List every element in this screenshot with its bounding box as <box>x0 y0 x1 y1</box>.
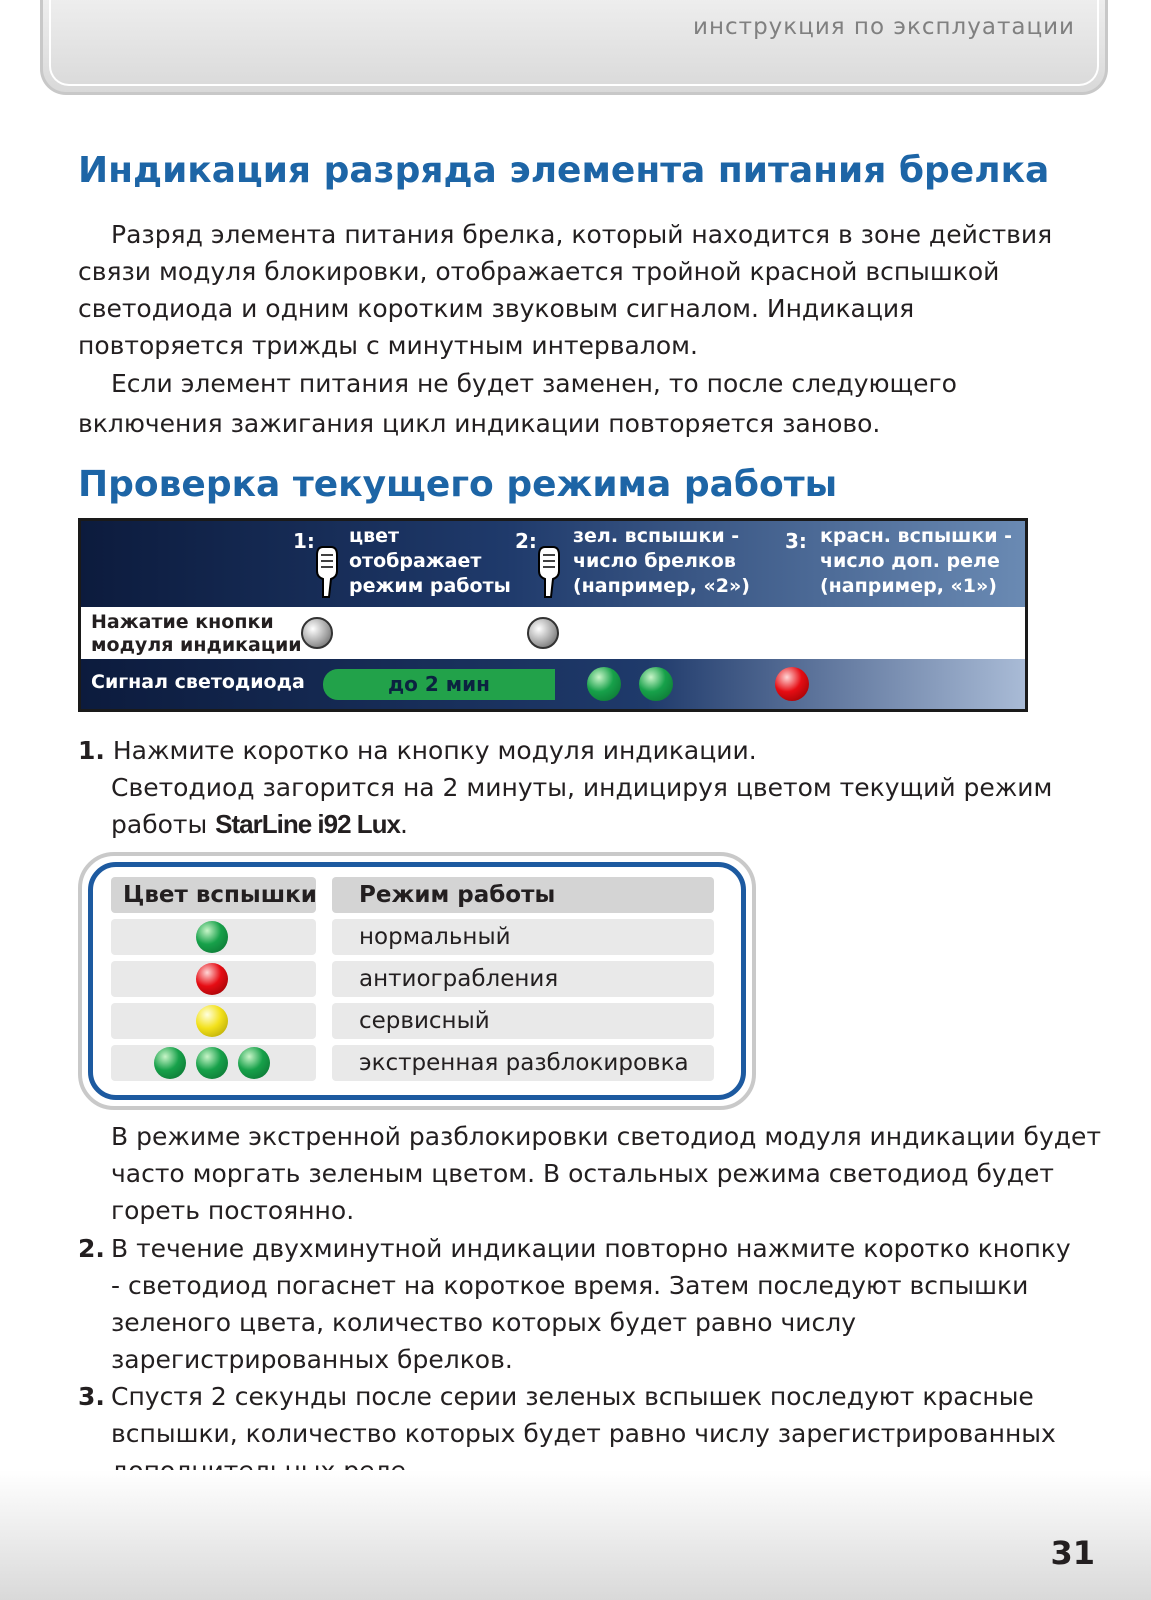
step3-line3: (например, «1») <box>820 575 997 597</box>
step-1-number: 1. <box>78 736 105 765</box>
step1-line3: режим работы <box>349 575 511 597</box>
mode-table-col2-header: Режим работы <box>359 882 556 908</box>
step2-line2: число брелков <box>573 550 736 572</box>
mode-table-col1-header: Цвет вспышки <box>123 882 317 908</box>
step-3-number: 3. <box>78 1382 105 1411</box>
section-title-mode-check: Проверка текущего режима работы <box>78 464 838 505</box>
step2-line3: (например, «2») <box>573 575 750 597</box>
emergency-unlock-note: В режиме экстренной разблокировки светодиод модуля индикации будет часто моргать зеленым цветом. В остальных режима светодиод будет гореть постоянно. <box>111 1122 1102 1225</box>
sequence-table <box>78 518 1028 712</box>
step3-text <box>820 524 1012 599</box>
green-led-icon <box>196 1047 228 1079</box>
yellow-led-icon <box>196 1005 228 1037</box>
green-led-icon <box>238 1047 270 1079</box>
hand-pointer-icon <box>313 541 339 599</box>
button-press-label-line1: Нажатие кнопки <box>91 611 274 633</box>
button-press-label-line2: модуля индикации <box>91 634 302 656</box>
mode-row-service: сервисный <box>359 1008 490 1034</box>
step-1-line3-pre: работы <box>111 810 216 839</box>
step-1 <box>78 732 1088 843</box>
step1-text <box>349 524 511 599</box>
step3-line2: число доп. реле <box>820 550 1000 572</box>
button-press-icon <box>301 617 333 649</box>
page-footer <box>0 1470 1151 1600</box>
led-signal-row <box>81 659 1025 709</box>
page-number: 31 <box>1050 1534 1095 1572</box>
step-1-line3-post: . <box>400 810 408 839</box>
step1-line1: цвет <box>349 525 400 547</box>
step3-number: 3: <box>785 529 807 553</box>
sequence-header <box>81 521 1025 607</box>
mode-row-emergency-unlock: экстренная разблокировка <box>359 1050 689 1076</box>
step2-number: 2: <box>515 529 537 553</box>
green-led-icon <box>587 667 621 701</box>
step1-number: 1: <box>293 529 315 553</box>
battery-paragraph-2: Если элемент питания не будет заменен, то после следующего включения зажигания цикл индикации повторяется заново. <box>78 369 957 438</box>
step2-line1: зел. вспышки - <box>573 525 740 547</box>
step3-line1: красн. вспышки - <box>820 525 1013 547</box>
green-led-icon <box>639 667 673 701</box>
step-1-line2: Светодиод загорится на 2 минуты, индицируя цветом текущий режим <box>111 773 1053 802</box>
step-3-text: Спустя 2 секунды после серии зеленых вспышек последуют красные вспышки, количество которых будет равно числу зарегистрированных <box>111 1382 1056 1448</box>
mode-table <box>78 852 756 1110</box>
button-press-label <box>91 611 302 657</box>
step-1-line1: Нажмите коротко на кнопку модуля индикации. <box>112 736 757 765</box>
button-press-icon <box>527 617 559 649</box>
section-title-battery: Индикация разряда элемента питания брелка <box>78 150 1050 191</box>
step-2-text: В течение двухминутной индикации повторно нажмите коротко кнопку - светодиод погаснет на короткое время. Затем последуют вспышки зеленого цвета, количество которых будет равно числу зарегистрированных брелков. <box>111 1234 1071 1374</box>
header-text: инструкция по эксплуатации <box>693 14 1075 40</box>
step1-line2: отображает <box>349 550 482 572</box>
step-2-number: 2. <box>78 1234 105 1263</box>
green-led-icon <box>154 1047 186 1079</box>
led-signal-label: Сигнал светодиода <box>91 671 305 693</box>
green-led-icon <box>196 921 228 953</box>
red-led-icon <box>196 963 228 995</box>
red-led-icon <box>775 667 809 701</box>
hand-pointer-icon <box>535 541 561 599</box>
product-name: StarLine i92 Lux <box>215 809 400 839</box>
button-press-row <box>81 607 1025 659</box>
page-header <box>40 0 1108 95</box>
battery-paragraph-1: Разряд элемента питания брелка, который находится в зоне действия связи модуля блокировки, отображается тройной красной вспышкой светодиода и одним коротким звуковым сигналом. Индикация повторяется трижды с минутным интервалом. <box>78 220 1053 360</box>
duration-bar: до 2 мин <box>323 669 555 700</box>
mode-row-antirobbery: антиограбления <box>359 966 559 992</box>
step-2 <box>78 1230 1088 1378</box>
step2-text <box>573 524 750 599</box>
mode-row-normal: нормальный <box>359 924 511 950</box>
